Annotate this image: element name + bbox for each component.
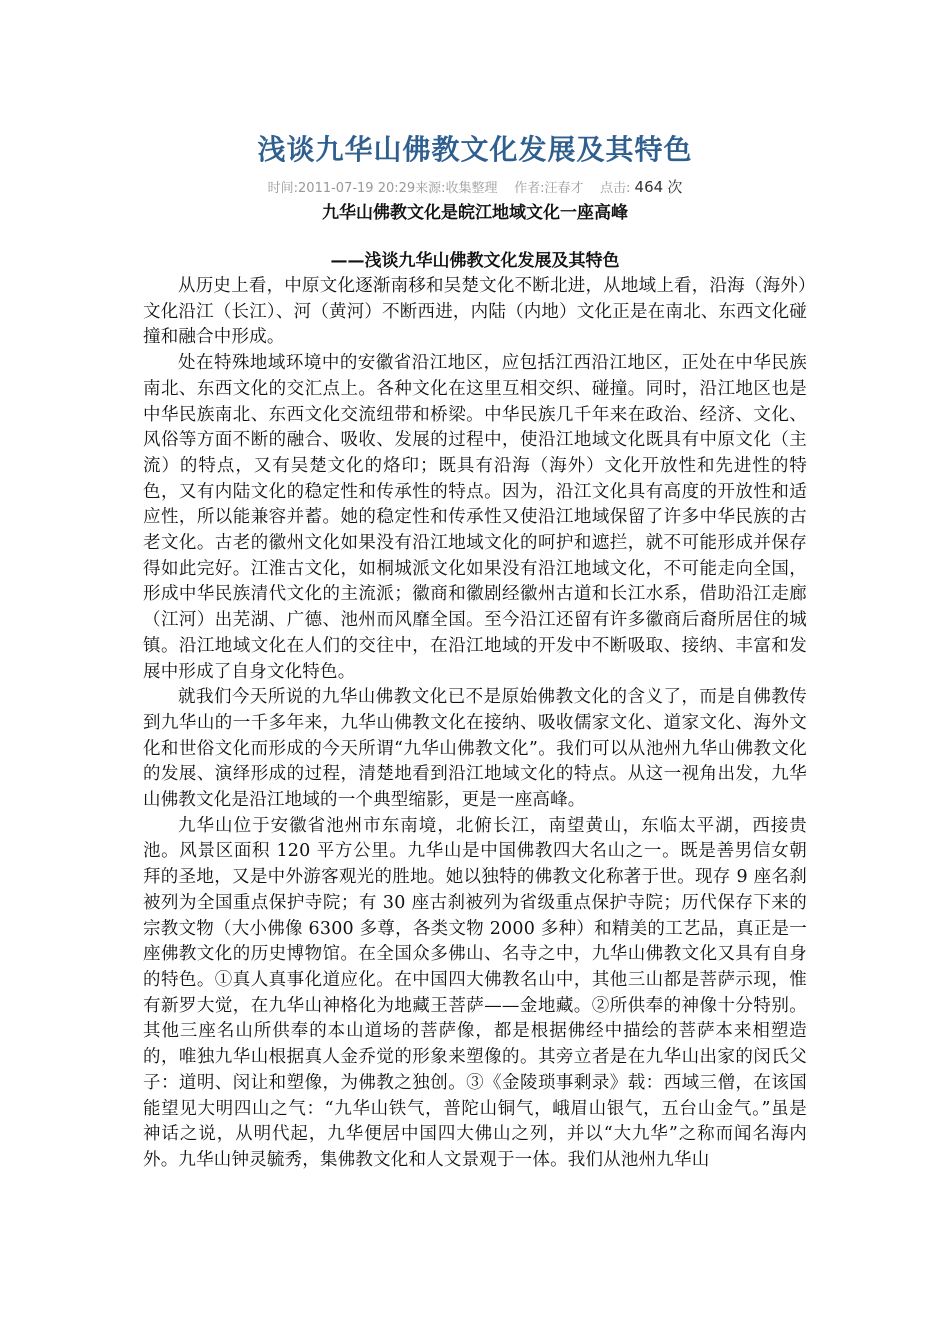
article-body bbox=[143, 274, 807, 1174]
paragraph: 从历史上看，中原文化逐渐南移和吴楚文化不断北进，从地域上看，沿海（海外）文化沿江（长江）、河（黄河）不断西进，内陆（内地）文化正是在南北、东西文化碰撞和融合中形成。 bbox=[143, 276, 807, 348]
paragraph: 九华山位于安徽省池州市东南境，北俯长江，南望黄山，东临太平湖，西接贵池。风景区面积 120 平方公里。九华山是中国佛教四大名山之一。既是善男信女朝拜的圣地，又是中外游客观光的胜地。她以独特的佛教文化称著于世。现存 9 座名刹被列为全国重点保护寺院；有 30 座古刹被列为省级重点保护寺院；历代保存下来的宗教文物（大小佛像 6300 多尊，各类文物 2000 多种）和精美的工艺品，真正是一座佛教文化的历史博物馆。在全国众多佛山、名寺之中，九华山佛教文化又具有自身的特色。①真人真事化道应化。在中国四大佛教名山中，其他三山都是菩萨示现，惟有新罗大觉，在九华山神格化为地藏王菩萨——金地藏。②所供奉的神像十分特别。其他三座名山所供奉的本山道场的菩萨像，都是根据佛经中描绘的菩萨本来相塑造的，唯独九华山根据真人金乔觉的形象来塑像的。其旁立者是在九华山出家的闵氏父子：道明、闵让和塑像，为佛教之独创。③《金陵琐事剩录》载：西域三僧，在该国能望见大明四山之气：“九华山铁气，普陀山铜气，峨眉山银气，五台山金气。”虽是神话之说，从明代起，九华便居中国四大佛山之列，并以“大九华”之称而闻名海内外。九华山钟灵毓秀，集佛教文化和人文景观于一体。我们从池州九华山 bbox=[143, 815, 807, 1170]
meta-hits-unit: 次 bbox=[667, 178, 683, 196]
meta-hits-value: 464 bbox=[634, 178, 664, 196]
article-subtitle-secondary: ——浅谈九华山佛教文化发展及其特色 bbox=[330, 251, 620, 271]
meta-author: 作者:汪春才 bbox=[514, 181, 584, 196]
article-meta bbox=[143, 178, 807, 196]
article-subtitle: 九华山佛教文化是皖江地域文化一座高峰 bbox=[322, 203, 628, 223]
meta-time: 时间:2011-07-19 20:29 bbox=[267, 181, 416, 196]
paragraph: 就我们今天所说的九华山佛教文化已不是原始佛教文化的含义了，而是自佛教传到九华山的一千多年来，九华山佛教文化在接纳、吸收儒家文化、道家文化、海外文化和世俗文化而形成的今天所谓“九华山佛教文化”。我们可以从池州九华山佛教文化的发展、演绎形成的过程，清楚地看到沿江地域文化的特点。从这一视角出发，九华山佛教文化是沿江地域的一个典型缩影，更是一座高峰。 bbox=[143, 687, 807, 811]
paragraph: 处在特殊地域环境中的安徽省沿江地区，应包括江西沿江地区，正处在中华民族南北、东西文化的交汇点上。各种文化在这里互相交织、碰撞。同时，沿江地区也是中华民族南北、东西文化交流纽带和桥梁。中华民族几千年来在政治、经济、文化、风俗等方面不断的融合、吸收、发展的过程中，使沿江地域文化既具有中原文化（主流）的特点，又有吴楚文化的烙印；既具有沿海（海外）文化开放性和先进性的特色，又有内陆文化的稳定性和传承性的特点。因为，沿江文化具有高度的开放性和适应性，所以能兼容并蓄。她的稳定性和传承性又使沿江地域保留了许多中华民族的古老文化。古老的徽州文化如果没有沿江地域文化的呵护和遮拦，就不可能形成并保存得如此完好。江淮古文化，如桐城派文化如果没有沿江地域文化，不可能走向全国，形成中华民族清代文化的主流派；徽商和徽剧经徽州古道和长江水系，借助沿江走廊（江河）出芜湖、广德、池州而风靡全国。至今沿江还留有许多徽商后裔所居住的城镇。沿江地域文化在人们的交往中，在沿江地域的开发中不断吸取、接纳、丰富和发展中形成了自身文化特色。 bbox=[143, 353, 807, 682]
article-title: 浅谈九华山佛教文化发展及其特色 bbox=[257, 133, 693, 166]
meta-source: 来源:收集整理 bbox=[415, 181, 498, 196]
meta-hits-label: 点击: bbox=[600, 181, 631, 196]
